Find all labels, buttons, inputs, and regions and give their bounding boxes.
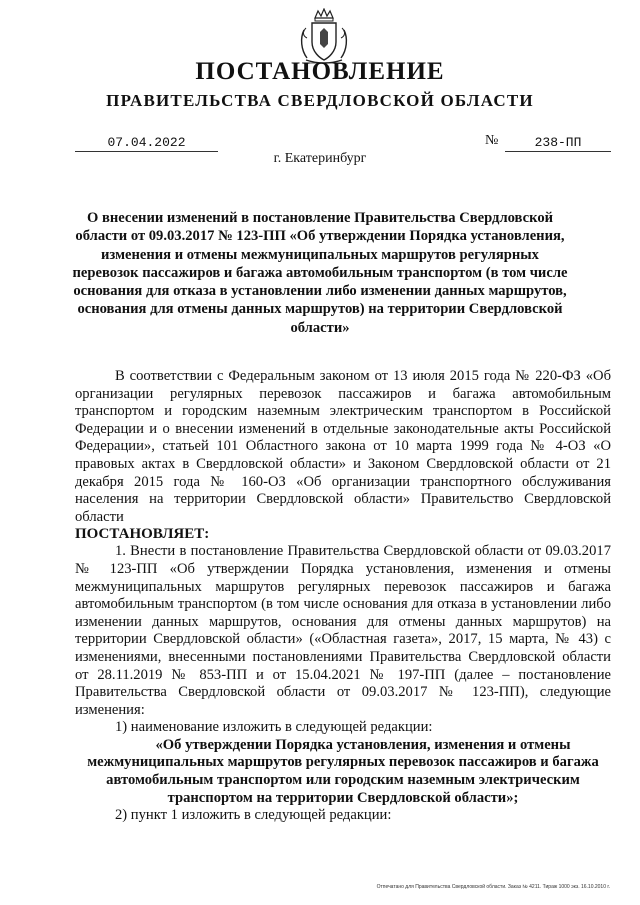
subitem-2-paragraph: 2) пункт 1 изложить в следующей редакции:	[115, 807, 392, 824]
print-footer: Отпечатано для Правительства Свердловской области. Заказ № 4211. Тираж 1000 экз. 16.10.2010 г.	[376, 884, 610, 890]
document-title: ПОСТАНОВЛЕНИЕ	[195, 58, 445, 85]
document-date: 07.04.2022	[75, 134, 218, 152]
document-number: 238-ПП	[505, 134, 611, 152]
document-city: г. Екатеринбург	[273, 151, 367, 166]
number-label: №	[485, 133, 499, 148]
subitem-1-paragraph: 1) наименование изложить в следующей редакции:	[115, 719, 433, 736]
item-1-paragraph: 1. Внести в постановление Правительства Свердловской области от 09.03.2017 № 123-ПП «Об утверждении Порядка установления, изменения и отмены межмуниципальных маршрутов регулярных перевозок пассажиров и багажа автомобильным транспортом (в том числе основания для отказа в установлении либо изменении данных маршрутов, основания для отмены данных маршрутов) на территории Свердловской области» («Областная газета», 2017, 15 марта, № 43) с изменениями, внесенными постановлениями Правительства Свердловской области от 28.11.2019 № 853-ПП и от 15.04.2021 № 197-ПП (далее – постановление Правительства Свердловской области от 09.03.2017 № 123-ПП), следующие изменения:	[75, 543, 611, 718]
quoted-title: «Об утверждении Порядка установления, изменения и отмены межмуниципальных маршрутов регулярных перевозок пассажиров и багажа автомобильным транспортом или городским наземным электрическим транспортом на территории Свердловской области»;	[87, 736, 599, 806]
document-heading: О внесении изменений в постановление Правительства Свердловской области от 09.03.2017 № 123-ПП «Об утверждении Порядка установления, изменения и отмены межмуниципальных маршрутов регулярных перевозок пассажиров и багажа автомобильным транспортом (в том числе основания для отказа в установлении либо изменении данных маршрутов, основания для отмены данных маршрутов) на территории Свердловской области»	[72, 210, 568, 336]
document-body	[75, 368, 611, 825]
document-subtitle: ПРАВИТЕЛЬСТВА СВЕРДЛОВСКОЙ ОБЛАСТИ	[106, 91, 534, 110]
preamble-paragraph: В соответствии с Федеральным законом от 13 июля 2015 года № 220-ФЗ «Об организации регулярных перевозок пассажиров и багажа автомобильным транспортом и городским наземным электрическим транспортом в Российской Федерации и о внесении изменений в отдельные законодательные акты Российской Федерации», статьей 101 Областного закона от 10 марта 1999 года № 4-ОЗ «О правовых актах в Свердловской области» и Законом Свердловской области от 21 декабря 2015 года № 160-ОЗ «Об организации транспортного обслуживания населения на территории Свердловской области» Правительство Свердловской области	[75, 368, 611, 525]
decree-word: ПОСТАНОВЛЯЕТ:	[75, 526, 210, 543]
